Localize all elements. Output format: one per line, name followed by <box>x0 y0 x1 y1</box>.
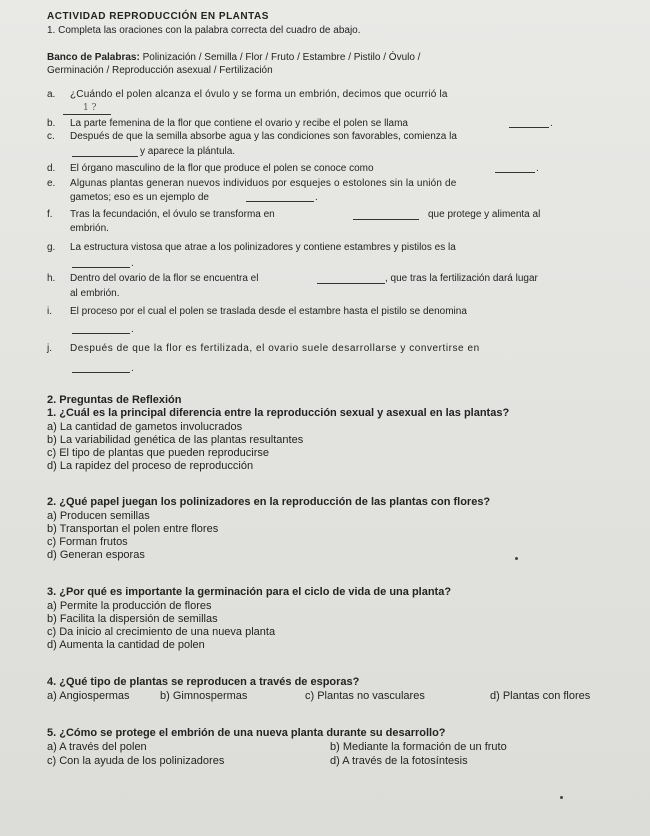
question-5: 5. ¿Cómo se protege el embrión de una nueva planta durante su desarrollo? <box>47 727 446 739</box>
blank-c[interactable] <box>72 147 138 157</box>
q4-option-b[interactable]: b) Gimnospermas <box>160 690 248 702</box>
q5-option-b[interactable]: b) Mediante la formación de un fruto <box>330 741 507 753</box>
q4-option-c[interactable]: c) Plantas no vasculares <box>305 690 425 702</box>
sentence-f-line1b: que protege y alimenta al <box>428 209 541 220</box>
handwritten-mark: 1 ? <box>83 103 97 113</box>
q5-option-c[interactable]: c) Con la ayuda de los polinizadores <box>47 755 225 767</box>
sentence-g-label: g. <box>47 242 56 253</box>
sentence-h-label: h. <box>47 273 56 284</box>
q1-option-b[interactable]: b) La variabilidad genética de las plantas resultantes <box>47 434 304 446</box>
instruction-text: 1. Completa las oraciones con la palabra correcta del cuadro de abajo. <box>47 25 361 36</box>
sentence-j-line1: Después de que la flor es fertilizada, el ovario suele desarrollarse y convertirse en <box>70 343 480 354</box>
q3-option-c[interactable]: c) Da inicio al crecimiento de una nueva planta <box>47 626 276 638</box>
q1-option-c[interactable]: c) El tipo de plantas que pueden reproducirse <box>47 447 269 459</box>
sentence-f-label: f. <box>47 209 53 220</box>
blank-d[interactable] <box>495 163 535 173</box>
q3-option-a[interactable]: a) Permite la producción de flores <box>47 600 212 612</box>
sentence-f-line2: embrión. <box>70 223 109 234</box>
word-bank-line2: Germinación / Reproducción asexual / Fertilización <box>47 65 273 76</box>
sentence-e-line2: gametos; eso es un ejemplo de <box>70 192 209 203</box>
sentence-c-line1: Después de que la semilla absorbe agua y las condiciones son favorables, comienza la <box>70 131 457 142</box>
sentence-c-label: c. <box>47 131 55 142</box>
sentence-j-end: . <box>131 363 134 374</box>
question-1: 1. ¿Cuál es la principal diferencia entre la reproducción sexual y asexual en las plantas? <box>47 407 510 419</box>
sentence-g-line1: La estructura vistosa que atrae a los polinizadores y contiene estambres y pistilos es la <box>70 242 456 253</box>
q4-option-d[interactable]: d) Plantas con flores <box>490 690 591 702</box>
q5-option-a[interactable]: a) A través del polen <box>47 741 147 753</box>
sentence-i-line1: El proceso por el cual el polen se traslada desde el estambre hasta el pistilo se denomina <box>70 306 467 317</box>
sentence-a-line1: ¿Cuándo el polen alcanza el óvulo y se forma un embrión, decimos que ocurrió la <box>70 89 448 100</box>
sentence-h-line2: al embrión. <box>70 288 120 299</box>
sentence-c-line2: y aparece la plántula. <box>140 146 236 157</box>
sentence-h-line1b: , que tras la fertilización dará lugar <box>385 273 538 284</box>
q5-option-d[interactable]: d) A través de la fotosíntesis <box>330 755 468 767</box>
blank-f[interactable] <box>353 210 419 220</box>
word-bank-line1: Polinización / Semilla / Flor / Fruto / Estambre / Pistilo / Óvulo / <box>142 52 421 63</box>
stray-dot <box>515 557 518 560</box>
sentence-j-label: j. <box>47 343 52 354</box>
q3-option-d[interactable]: d) Aumenta la cantidad de polen <box>47 639 205 651</box>
question-3: 3. ¿Por qué es importante la germinación para el ciclo de vida de una planta? <box>47 586 452 598</box>
sentence-h-line1a: Dentro del ovario de la flor se encuentra el <box>70 273 259 284</box>
sentence-g-end: . <box>131 258 134 269</box>
blank-e[interactable] <box>246 192 314 202</box>
q4-option-a[interactable]: a) Angiospermas <box>47 690 130 702</box>
sentence-e-label: e. <box>47 178 56 189</box>
q2-option-a[interactable]: a) Producen semillas <box>47 510 150 522</box>
q2-option-c[interactable]: c) Forman frutos <box>47 536 128 548</box>
sentence-e-end: . <box>315 192 318 203</box>
q1-option-a[interactable]: a) La cantidad de gametos involucrados <box>47 421 243 433</box>
q1-option-d[interactable]: d) La rapidez del proceso de reproducción <box>47 460 254 472</box>
q2-option-b[interactable]: b) Transportan el polen entre flores <box>47 523 219 535</box>
stray-dot-2 <box>560 796 563 799</box>
sentence-i-end: . <box>131 324 134 335</box>
blank-a[interactable] <box>63 105 111 115</box>
sentence-b-label: b. <box>47 118 56 129</box>
sentence-a-label: a. <box>47 89 56 100</box>
blank-b[interactable] <box>509 118 549 128</box>
question-2: 2. ¿Qué papel juegan los polinizadores en la reproducción de las plantas con flores? <box>47 496 491 508</box>
worksheet-title: ACTIVIDAD REPRODUCCIÓN EN PLANTAS <box>47 11 269 22</box>
blank-j[interactable] <box>72 363 130 373</box>
sentence-f-line1a: Tras la fecundación, el óvulo se transforma en <box>70 209 275 220</box>
word-bank-label: Banco de Palabras: <box>47 52 140 63</box>
sentence-b-text: La parte femenina de la flor que contiene el ovario y recibe el polen se llama <box>70 118 408 129</box>
sentence-d-label: d. <box>47 163 56 174</box>
word-bank <box>47 52 420 64</box>
sentence-d-text: El órgano masculino de la flor que produce el polen se conoce como <box>70 163 374 174</box>
sentence-e-line1: Algunas plantas generan nuevos individuos por esquejes o estolones sin la unión de <box>70 178 457 189</box>
q3-option-b[interactable]: b) Facilita la dispersión de semillas <box>47 613 218 625</box>
sentence-i-label: i. <box>47 306 52 317</box>
section2-heading: 2. Preguntas de Reflexión <box>47 394 182 406</box>
question-4: 4. ¿Qué tipo de plantas se reproducen a través de esporas? <box>47 676 360 688</box>
blank-g[interactable] <box>72 258 130 268</box>
blank-h[interactable] <box>317 274 385 284</box>
blank-i[interactable] <box>72 324 130 334</box>
q2-option-d[interactable]: d) Generan esporas <box>47 549 145 561</box>
sentence-d-end: . <box>536 163 539 174</box>
sentence-b-end: . <box>550 118 553 129</box>
